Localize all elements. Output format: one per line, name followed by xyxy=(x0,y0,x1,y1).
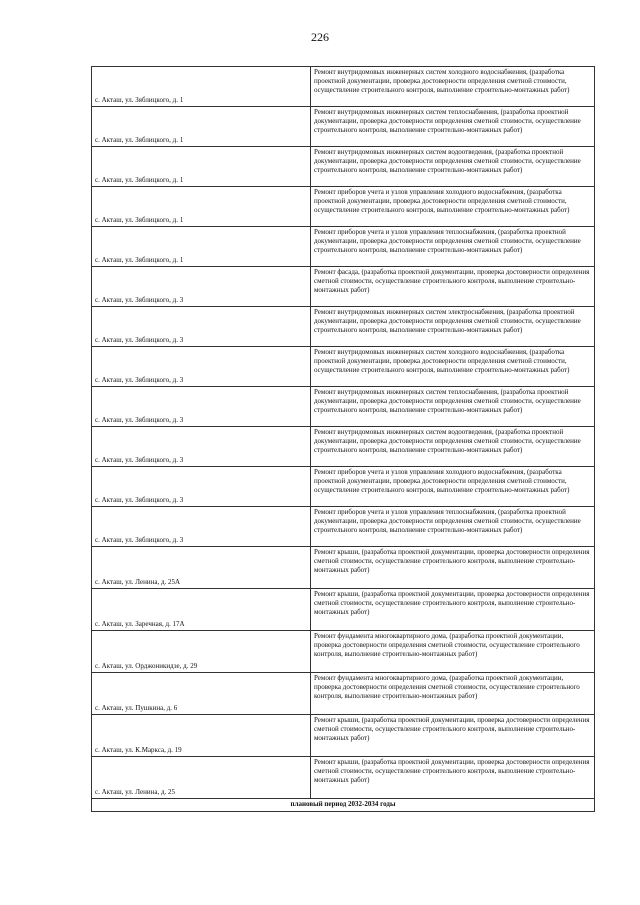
table-row xyxy=(92,107,595,147)
address-cell: с. Акташ, ул. Зяблицкого, д. 3 xyxy=(92,347,311,387)
table-row xyxy=(92,347,595,387)
work-description-cell: Ремонт крыши, (разработка проектной документации, проверка достоверности определения сметной стоимости, осуществление строительного контроля, выполнение строительно-монтажных работ) xyxy=(311,547,595,589)
address-cell: с. Акташ, ул. Ленина, д. 25 xyxy=(92,757,311,799)
table-row xyxy=(92,589,595,631)
address-cell: с. Акташ, ул. Зяблицкого, д. 1 xyxy=(92,227,311,267)
table-row xyxy=(92,507,595,547)
address-cell: с. Акташ, ул. Зяблицкого, д. 1 xyxy=(92,67,311,107)
table-row xyxy=(92,427,595,467)
table-row xyxy=(92,715,595,757)
table-row xyxy=(92,147,595,187)
table-row xyxy=(92,547,595,589)
work-description-cell: Ремонт фундамента многоквартирного дома, (разработка проектной документации, проверка достоверности определения сметной стоимости, осуществление строительного контроля, выполнение строительно-монтажных работ) xyxy=(311,673,595,715)
address-cell: с. Акташ, ул. Зяблицкого, д. 3 xyxy=(92,267,311,307)
table-row xyxy=(92,387,595,427)
address-cell: с. Акташ, ул. Зяблицкого, д. 3 xyxy=(92,307,311,347)
work-description-cell: Ремонт внутридомовых инженерных систем холодного водоснабжения, (разработка проектной документации, проверка достоверности определения сметной стоимости, осуществление строительного контроля, выполнение строительно-монтажных работ) xyxy=(311,67,595,107)
table-row xyxy=(92,467,595,507)
table-row xyxy=(92,631,595,673)
work-description-cell: Ремонт внутридомовых инженерных систем водоотведения, (разработка проектной документации, проверка достоверности определения сметной стоимости, осуществление строительного контроля, выполнение строительно-монтажных работ) xyxy=(311,427,595,467)
address-cell: с. Акташ, ул. Зяблицкого, д. 3 xyxy=(92,467,311,507)
work-description-cell: Ремонт внутридомовых инженерных систем теплоснабжения, (разработка проектной документации, проверка достоверности определения сметной стоимости, осуществление строительного контроля, выполнение строительно-монтажных работ) xyxy=(311,387,595,427)
work-description-cell: Ремонт внутридомовых инженерных систем электроснабжения, (разработка проектной документации, проверка достоверности определения сметной стоимости, осуществление строительного контроля, выполнение строительно-монтажных работ) xyxy=(311,307,595,347)
address-cell: с. Акташ, ул. Заречная, д. 17А xyxy=(92,589,311,631)
address-cell: с. Акташ, ул. Ленина, д. 25А xyxy=(92,547,311,589)
period-row xyxy=(92,799,595,812)
work-description-cell: Ремонт внутридомовых инженерных систем холодного водоснабжения, (разработка проектной документации, проверка достоверности определения сметной стоимости, осуществление строительного контроля, выполнение строительно-монтажных работ) xyxy=(311,347,595,387)
work-description-cell: Ремонт фундамента многоквартирного дома, (разработка проектной документации, проверка достоверности определения сметной стоимости, осуществление строительного контроля, выполнение строительно-монтажных работ) xyxy=(311,631,595,673)
period-label: плановый период 2032-2034 годы xyxy=(92,799,595,812)
work-description-cell: Ремонт внутридомовых инженерных систем теплоснабжения, (разработка проектной документации, проверка достоверности определения сметной стоимости, осуществление строительного контроля, выполнение строительно-монтажных работ) xyxy=(311,107,595,147)
address-cell: с. Акташ, ул. Зяблицкого, д. 3 xyxy=(92,427,311,467)
work-description-cell: Ремонт приборов учета и узлов управления холодного водоснабжения, (разработка проектной документации, проверка достоверности определения сметной стоимости, осуществление строительного контроля, выполнение строительно-монтажных работ) xyxy=(311,187,595,227)
address-cell: с. Акташ, ул. Зяблицкого, д. 3 xyxy=(92,387,311,427)
address-cell: с. Акташ, ул. Пушкина, д. 6 xyxy=(92,673,311,715)
table-row xyxy=(92,757,595,799)
address-cell: с. Акташ, ул. Зяблицкого, д. 1 xyxy=(92,147,311,187)
table-row xyxy=(92,67,595,107)
page-number: 226 xyxy=(311,30,329,44)
table-body xyxy=(92,67,595,799)
work-description-cell: Ремонт приборов учета и узлов управления теплоснабжения, (разработка проектной документации, проверка достоверности определения сметной стоимости, осуществление строительного контроля, выполнение строительно-монтажных работ) xyxy=(311,507,595,547)
address-cell: с. Акташ, ул. Зяблицкого, д. 1 xyxy=(92,107,311,147)
work-description-cell: Ремонт крыши, (разработка проектной документации, проверка достоверности определения сметной стоимости, осуществление строительного контроля, выполнение строительно-монтажных работ) xyxy=(311,757,595,799)
address-cell: с. Акташ, ул. Зяблицкого, д. 1 xyxy=(92,187,311,227)
address-cell: с. Акташ, ул. Зяблицкого, д. 3 xyxy=(92,507,311,547)
work-description-cell: Ремонт внутридомовых инженерных систем водоотведения, (разработка проектной документации, проверка достоверности определения сметной стоимости, осуществление строительного контроля, выполнение строительно-монтажных работ) xyxy=(311,147,595,187)
table-row xyxy=(92,227,595,267)
table-row xyxy=(92,673,595,715)
table-row xyxy=(92,187,595,227)
table-row xyxy=(92,307,595,347)
work-description-cell: Ремонт крыши, (разработка проектной документации, проверка достоверности определения сметной стоимости, осуществление строительного контроля, выполнение строительно-монтажных работ) xyxy=(311,715,595,757)
repair-works-table xyxy=(91,66,595,812)
address-cell: с. Акташ, ул. К.Маркса, д. 19 xyxy=(92,715,311,757)
work-description-cell: Ремонт приборов учета и узлов управления холодного водоснабжения, (разработка проектной документации, проверка достоверности определения сметной стоимости, осуществление строительного контроля, выполнение строительно-монтажных работ) xyxy=(311,467,595,507)
work-description-cell: Ремонт крыши, (разработка проектной документации, проверка достоверности определения сметной стоимости, осуществление строительного контроля, выполнение строительно-монтажных работ) xyxy=(311,589,595,631)
work-description-cell: Ремонт фасада, (разработка проектной документации, проверка достоверности определения сметной стоимости, осуществление строительного контроля, выполнение строительно-монтажных работ) xyxy=(311,267,595,307)
table-row xyxy=(92,267,595,307)
address-cell: с. Акташ, ул. Орджоникидзе, д. 29 xyxy=(92,631,311,673)
work-description-cell: Ремонт приборов учета и узлов управления теплоснабжения, (разработка проектной документации, проверка достоверности определения сметной стоимости, осуществление строительного контроля, выполнение строительно-монтажных работ) xyxy=(311,227,595,267)
